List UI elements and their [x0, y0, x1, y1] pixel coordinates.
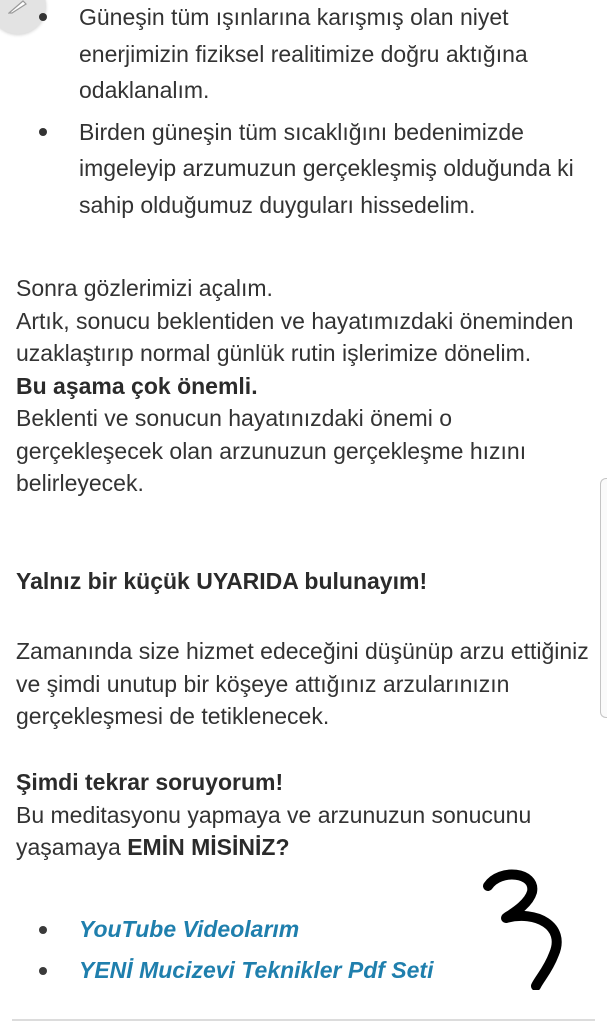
paragraph-question — [16, 766, 596, 864]
paragraph-trigger: Zamanında size hizmet edeceğini düşünüp arzu ettiğiniz ve şimdi unutup bir köşeye attığınız arzularınızın gerçekleşmesi de tetiklenecek. — [16, 638, 589, 729]
list-item-text: Birden güneşin tüm sıcaklığını bedenimizde imgeleyip arzumuzun gerçekleşmiş olduğunda ki sahip olduğumuz duyguları hissedelim. — [79, 118, 574, 218]
question-heading: Şimdi tekrar soruyorum! — [16, 769, 284, 795]
bullet-icon — [39, 967, 47, 975]
bottom-divider — [12, 1019, 595, 1021]
list-item-text: Güneşin tüm ışınlarına karışmış olan niyet enerjimizin fiziksel realitimize doğru aktığına odaklanalım. — [79, 4, 528, 103]
paragraph-instructions — [16, 272, 596, 500]
paragraph-line: Beklenti ve sonucun hayatınızdaki önemi o gerçekleşecek olan arzunuzun gerçekleşme hızını belirleyecek. — [16, 405, 527, 496]
bullet-icon — [39, 926, 47, 934]
paragraph-line: Artık, sonucu beklentiden ve hayatımızdaki öneminden uzaklaştırıp normal günlük rutin işlerimize dönelim. — [16, 307, 574, 366]
link-pdf-set[interactable]: YENİ Mucizevi Teknikler Pdf Seti — [79, 957, 434, 983]
paragraph-line: Sonra gözlerimizi açalım. — [16, 275, 273, 301]
list-item — [60, 114, 580, 224]
warning-heading: Yalnız bir küçük UYARIDA bulunayım! — [16, 568, 428, 594]
question-text: Bu meditasyonu yapmaya ve arzunuzun sonucunu yaşamaya — [16, 801, 532, 860]
bullet-icon — [39, 13, 47, 21]
question-emphasis: EMİN MİSİNİZ? — [127, 834, 290, 860]
bullet-icon — [39, 128, 47, 136]
scroll-indicator[interactable] — [600, 478, 607, 718]
pencil-icon — [8, 0, 28, 14]
link-youtube-videos[interactable]: YouTube Videolarım — [79, 916, 300, 942]
meditation-steps-list — [60, 0, 580, 223]
handwritten-mark — [478, 866, 578, 990]
list-item — [60, 0, 580, 109]
important-note: Bu aşama çok önemli. — [16, 372, 258, 399]
